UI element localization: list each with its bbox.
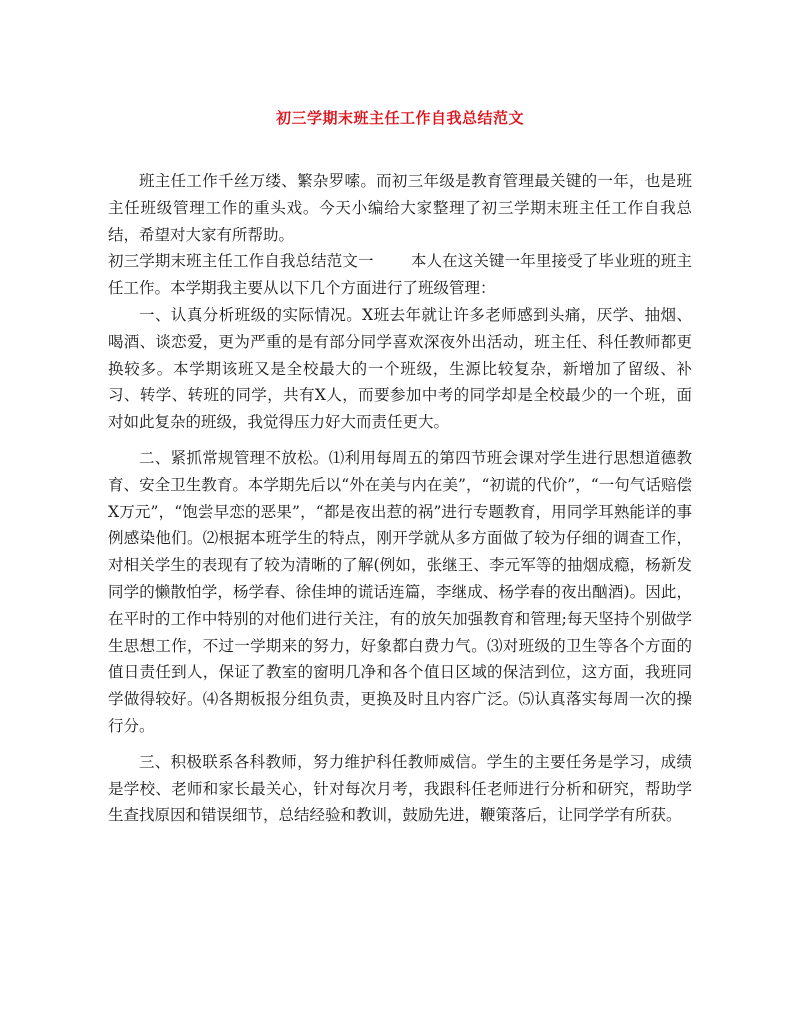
paragraph-2: 二、紧抓常规管理不放松。⑴利用每周五的第四节班会课对学生进行思想道德教育、安全卫生教育。本学期先后以“外在美与内在美”，“初谎的代价”，“一句气话赔偿X万元”，“饱尝早恋的恶果”，“都是夜出惹的祸”进行专题教育，用同学耳熟能详的事例感染他们。⑵根据本班学生的特点，刚开学就从多方面做了较为仔细的调查工作，对相关学生的表现有了较为清晰的了解(例如，张继王、李元军等的抽烟成瘾，杨新发同学的懒散怕学，杨学春、徐佳坤的谎话连篇，李继成、杨学春的夜出酗酒)。因此，在平时的工作中特别的对他们进行关注，有的放矢加强教育和管理;每天坚持个别做学生思想工作，不过一学期来的努力，好象都白费力气。⑶对班级的卫生等各个方面的值日责任到人，保证了教室的窗明几净和各个值日区域的保洁到位，这方面，我班同学做得较好。⑷各期板报分组负责，更换及时且内容广泛。⑸认真落实每周一次的操行分。: [108, 448, 692, 735]
paragraph-3: 三、积极联系各科教师，努力维护科任教师威信。学生的主要任务是学习，成绩是学校、老师和家长最关心，针对每次月考，我跟科任老师进行分析和研究，帮助学生查找原因和错误细节，总结经验和教训，鼓励先进，鞭策落后，让同学学有所获。: [108, 752, 692, 825]
document-body: [108, 168, 692, 829]
paragraph-1: 一、认真分析班级的实际情况。X班去年就让许多老师感到头痛，厌学、抽烟、喝酒、谈恋爱，更为严重的是有部分同学喜欢深夜外出活动，班主任、科任教师都更换较多。本学期该班又是全校最大的一个班级，生源比较复杂，新增加了留级、补习、转学、转班的同学，共有X人，而要参加中考的同学却是全校最少的一个班，面对如此复杂的班级，我觉得压力好大而责任更大。: [108, 305, 692, 432]
section-intro: 本人在这关键一年里接受了毕业班的班主任工作。本学期我主要从以下几个方面进行了班级管理：: [108, 252, 692, 298]
section-heading: 初三学期末班主任工作自我总结范文一: [108, 252, 374, 271]
intro-paragraph: 班主任工作千丝万缕、繁杂罗嗦。而初三年级是教育管理最关键的一年，也是班主任班级管理工作的重头戏。今天小编给大家整理了初三学期末班主任工作自我总结，希望对大家有所帮助。: [108, 172, 692, 244]
document-title: 初三学期末班主任工作自我总结范文: [275, 109, 524, 127]
section-paragraph: [108, 248, 692, 302]
